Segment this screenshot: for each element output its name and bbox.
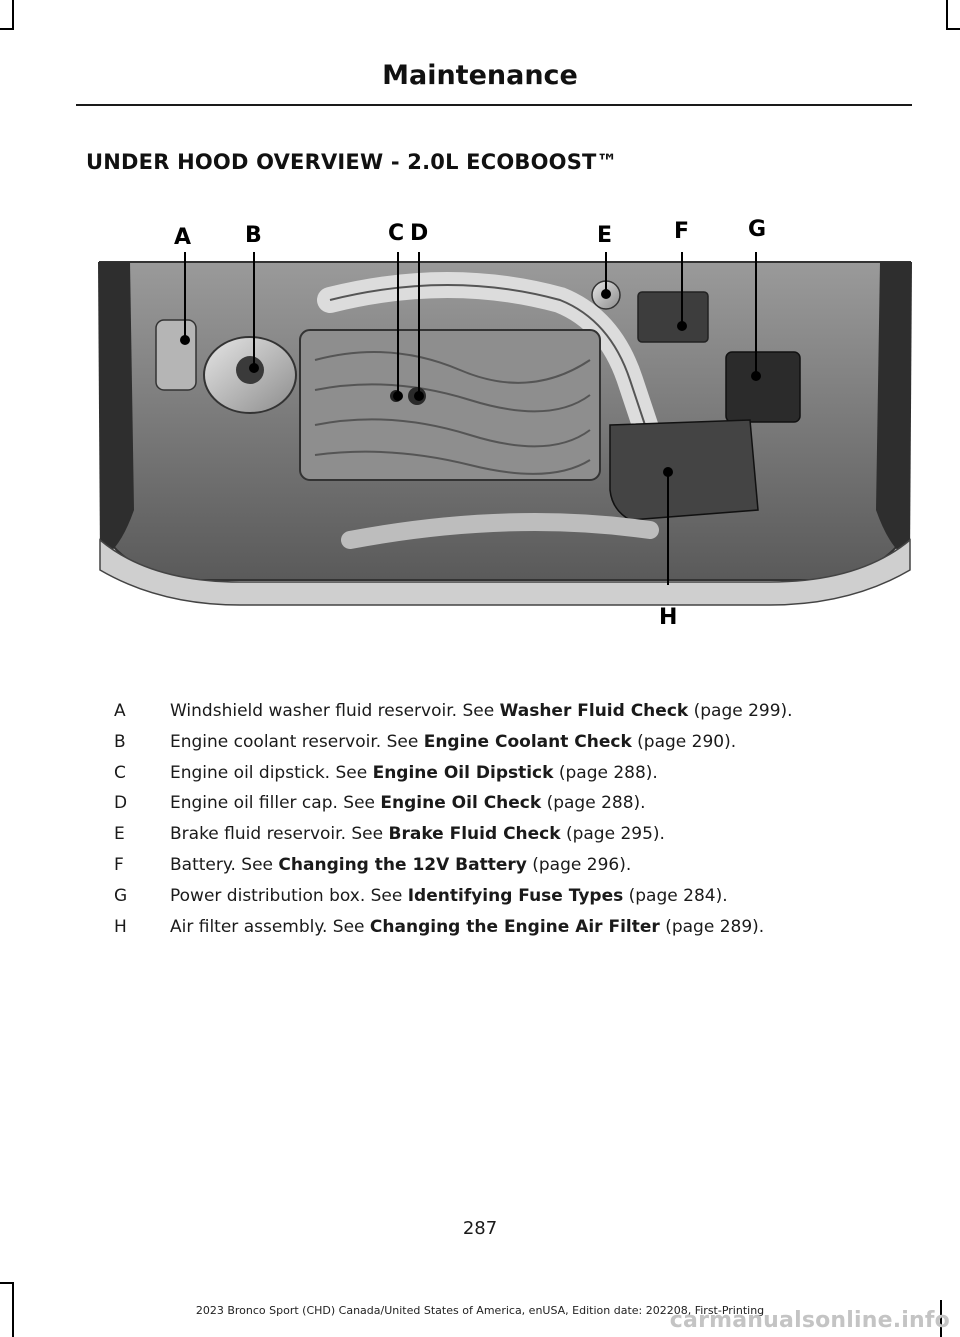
callout-description: Power distribution box. See Identifying Fuse Types (page 284). (170, 885, 728, 906)
callout-link[interactable]: Changing the 12V Battery (278, 854, 527, 875)
figure-label-h: H (659, 605, 678, 630)
callout-item (64, 881, 924, 912)
callout-letter: D (114, 793, 128, 814)
engine-bay-svg (90, 210, 920, 640)
crop-mark-top-right-h (946, 28, 960, 30)
figure-label-f: F (674, 219, 690, 244)
callout-letter: F (114, 854, 124, 875)
callout-letter: H (114, 916, 127, 937)
callout-link[interactable]: Engine Oil Dipstick (372, 762, 554, 783)
callout-item (64, 696, 924, 727)
header-rule (76, 104, 912, 106)
figure-label-d: D (410, 221, 429, 246)
page-header-title: Maintenance (382, 60, 578, 91)
callout-description: Engine oil dipstick. See Engine Oil Dipstick (page 288). (170, 762, 658, 783)
callout-link[interactable]: Identifying Fuse Types (407, 885, 624, 906)
callout-item (64, 912, 924, 943)
callout-item (64, 850, 924, 881)
callout-letter: C (114, 762, 126, 783)
engine-bay-illustration (90, 210, 920, 640)
callout-link[interactable]: Washer Fluid Check (499, 701, 689, 721)
callout-list (64, 696, 924, 942)
callout-link[interactable]: Engine Oil Check (380, 793, 542, 814)
callout-link[interactable]: Engine Coolant Check (423, 731, 632, 752)
section-title: UNDER HOOD OVERVIEW - 2.0L ECOBOOST™ (86, 150, 618, 174)
crop-mark-top-right-v (946, 0, 948, 30)
callout-description: Engine oil filler cap. See Engine Oil Check (page 288). (170, 793, 646, 814)
callout-description: Battery. See Changing the 12V Battery (page 296). (170, 854, 632, 875)
figure-label-a: A (174, 225, 192, 250)
figure-label-b: B (245, 223, 262, 248)
callout-link[interactable]: Changing the Engine Air Filter (369, 916, 660, 937)
callout-letter: G (114, 885, 128, 906)
callout-description: Engine coolant reservoir. See Engine Coolant Check (page 290). (170, 731, 737, 752)
crop-mark-top-left-h (0, 28, 14, 30)
callout-description: Windshield washer fluid reservoir. See Washer Fluid Check (page 299). (170, 701, 793, 721)
page-footer: 2023 Bronco Sport (CHD) Canada/United States of America, enUSA, Edition date: 202208, First-Printing (195, 1304, 765, 1317)
page-number: 287 (462, 1218, 498, 1239)
callout-item (64, 788, 924, 819)
crop-mark-top-left-v (12, 0, 14, 30)
callout-item (64, 727, 924, 758)
watermark: carmanualsonline.info (669, 1308, 950, 1333)
callout-letter: E (114, 824, 125, 845)
figure-label-g: G (748, 217, 767, 242)
callout-item (64, 819, 924, 850)
callout-description: Air filter assembly. See Changing the Engine Air Filter (page 289). (170, 916, 765, 937)
callout-letter: A (114, 701, 126, 721)
callout-item (64, 758, 924, 789)
callout-link[interactable]: Brake Fluid Check (388, 824, 561, 845)
callout-letter: B (114, 731, 126, 752)
callout-description: Brake fluid reservoir. See Brake Fluid Check (page 295). (170, 824, 665, 845)
crop-mark-bottom-left-h (0, 1282, 14, 1284)
figure-label-e: E (597, 223, 613, 248)
figure-label-c: C (388, 221, 405, 246)
